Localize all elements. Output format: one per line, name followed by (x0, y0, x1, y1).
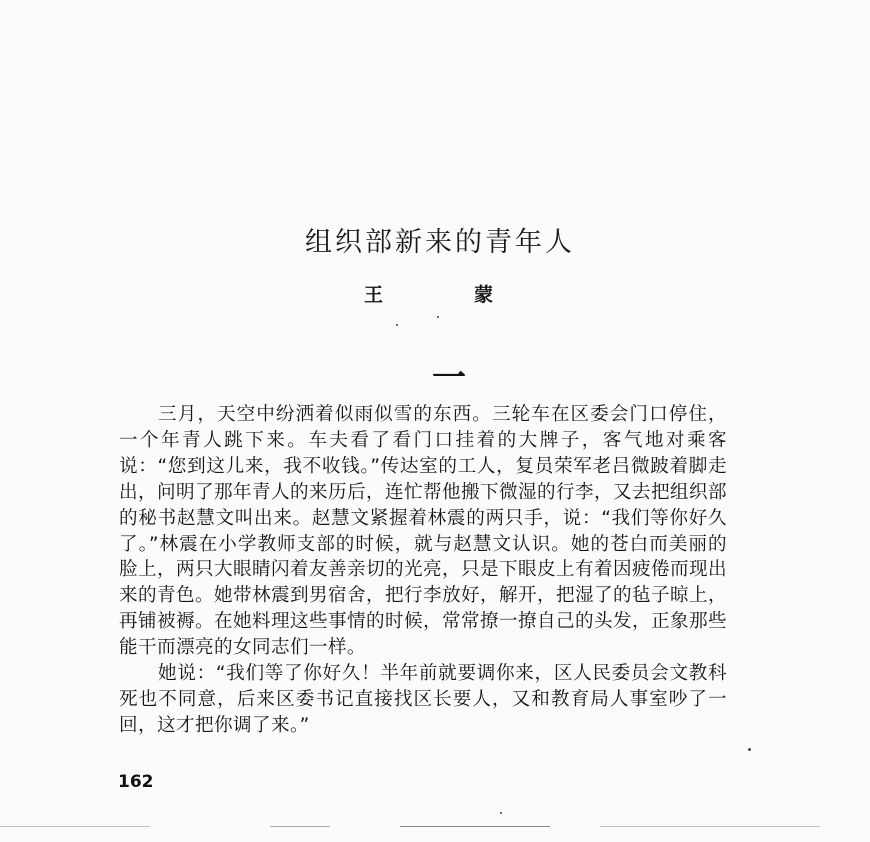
chapter-number: 一 (432, 358, 466, 398)
scan-edge-line (600, 826, 820, 827)
scan-edge-line (400, 826, 550, 827)
body-text (119, 402, 727, 739)
scan-edge-line (0, 826, 150, 827)
page-number: 162 (118, 772, 154, 792)
scan-edge-line (270, 826, 330, 827)
scan-speck (396, 324, 398, 326)
paragraph: 她说：“我们等了你好久！半年前就要调你来，区人民委员会文教科死也不同意，后来区委书记直接找区长要人，又和教育局人事室吵了一回，这才把你调了来。” (119, 663, 727, 736)
scan-speck (748, 748, 751, 751)
paragraph: 三月，天空中纷洒着似雨似雪的东西。三轮车在区委会门口停住，一个年青人跳下来。车夫看了看门口挂着的大牌子，客气地对乘客说：“您到这儿来，我不收钱。”传达室的工人，复员荣军老吕微跛着脚走出，问明了那年青人的来历后，连忙帮他搬下微湿的行李，又去把组织部的秘书赵慧文叫出来。赵慧文紧握着林震的两只手，说：“我们等你好久了。”林震在小学教师支部的时候，就与赵慧文认识。她的苍白而美丽的脸上，两只大眼睛闪着友善亲切的光亮，只是下眼皮上有着因疲倦而现出来的青色。她带林震到男宿舍，把行李放好，解开，把湿了的毡子晾上，再铺被褥。在她料理这些事情的时候，常常撩一撩自己的头发，正象那些能干而漂亮的女同志们一样。 (119, 404, 727, 659)
scan-speck (437, 316, 439, 318)
scan-speck (500, 812, 502, 814)
article-title: 组织部新来的青年人 (305, 227, 575, 258)
author-name: 王 蒙 (364, 284, 530, 306)
